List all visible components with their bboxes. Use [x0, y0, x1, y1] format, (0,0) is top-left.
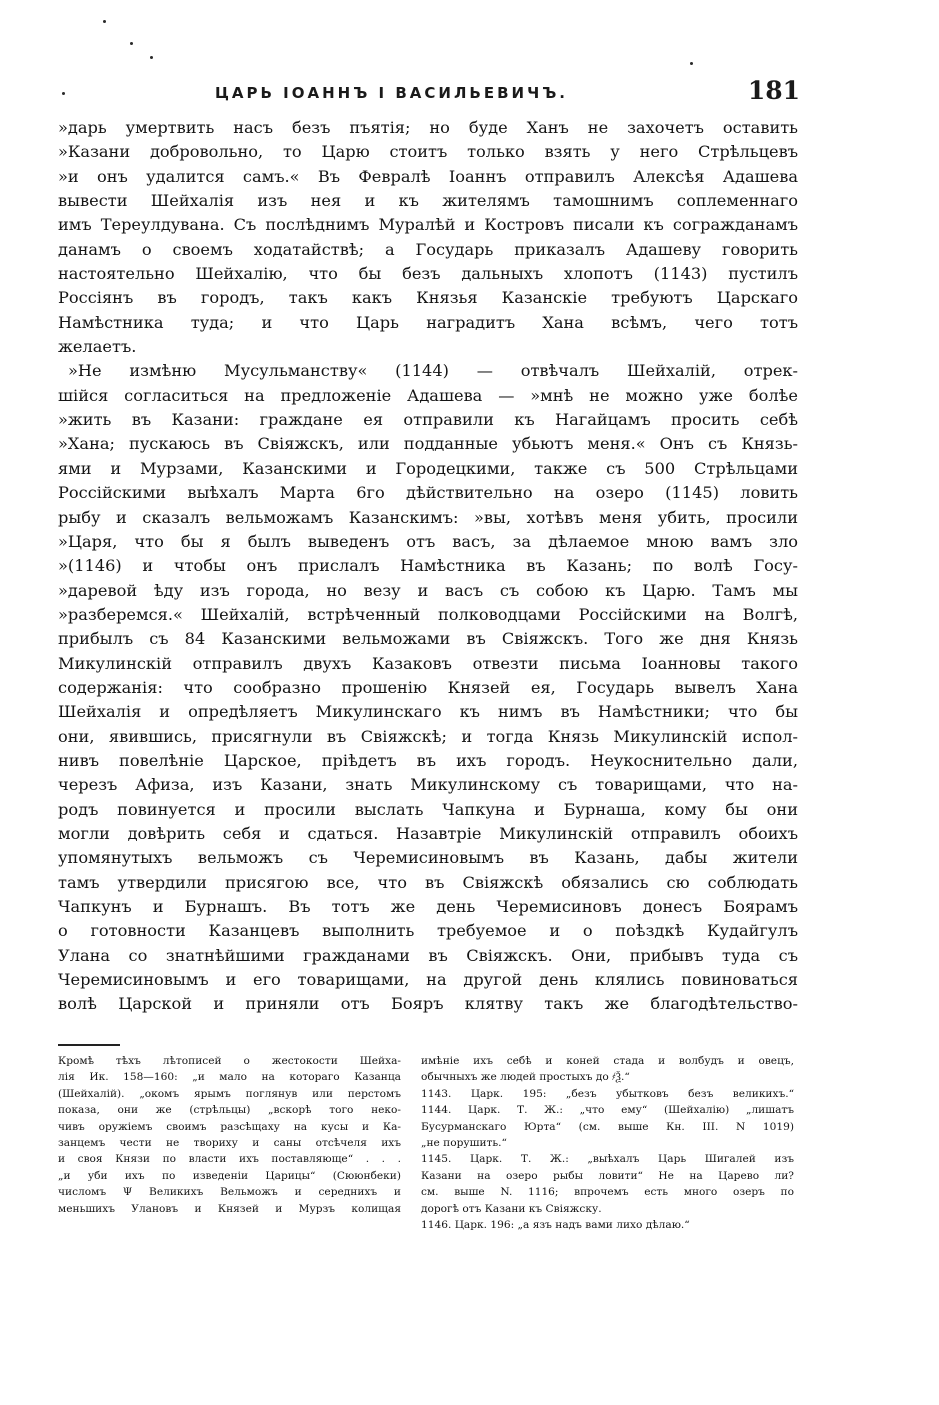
page-number: 181 [747, 76, 800, 105]
print-speck [150, 56, 153, 59]
text-line: прибылъ съ 84 Казанскими вельможами въ Свіяжскъ. Того же дня Князь [58, 629, 798, 649]
footnote-line: „и уби ихъ по изведеніи Царицы“ (Сююнбеки) [58, 1169, 401, 1182]
footnote-line: „не порушить.“ [421, 1136, 507, 1149]
footnote-line: занцемъ чести не твориху и саны отсѣчеля ихъ [58, 1136, 401, 1149]
text-line: настоятельно Шейхалію, что бы безъ дальныхъ хлопотъ (1143) пустилъ [58, 264, 798, 284]
text-line: нивъ повелѣніе Царское, пріѣдетъ въ ихъ городъ. Неукоснительно дали, [58, 750, 798, 770]
footnote-line: Казани на озеро рыбы ловити“ Не на Царево ли? [421, 1169, 794, 1182]
text-line: »и онъ удалится самъ.« Въ Февралѣ Іоаннъ отправилъ Алексѣя Адашева [58, 166, 798, 186]
print-speck [690, 62, 693, 65]
text-line: »жить въ Казани: граждане ея отправили къ Нагайцамъ просить себѣ [58, 410, 798, 430]
text-line: рыбу и сказалъ вельможамъ Казанскимъ: »вы, хотѣвъ меня убить, просили [58, 507, 798, 527]
footnote-line: 1144. Царк. Т. Ж.: „что ему“ (Шейхалію) „лишатъ [421, 1104, 794, 1117]
page-header [60, 72, 800, 116]
text-line: родъ повинуется и просили выслать Чапкуна и Бурнаша, кому бы они [58, 799, 798, 819]
text-line: »Царя, что бы я былъ выведенъ отъ васъ, за дѣлаемое мною вамъ зло [58, 531, 798, 551]
text-line: черезъ Афиза, изъ Казани, знать Микулинскому съ товарищами, что на- [58, 775, 798, 795]
text-line: вывести Шейхалія изъ нея и къ жителямъ тамошнимъ соплеменнаго [58, 191, 798, 211]
text-line: упомянутыхъ вельможъ съ Черемисиновымъ въ Казань, дабы жители [58, 848, 798, 868]
text-line: имъ Тереулдувана. Съ послѣднимъ Муралѣй и Костровъ писали къ согражданамъ [58, 215, 798, 235]
text-line: желаетъ. [58, 337, 137, 357]
footnote-line: имѣніе ихъ себѣ и коней стада и волбудъ и овецъ, [421, 1055, 794, 1067]
text-line: Намѣстника туда; и что Царь наградитъ Хана всѣмъ, чего тотъ [58, 312, 798, 332]
footnote-line: 1145. Царк. Т. Ж.: „выѣхалъ Царь Шигалей изъ [421, 1153, 794, 1166]
footnote-line: см. выше N. 1116; впрочемъ есть много озеръ по [421, 1186, 794, 1199]
footnote-line: чивъ оружіемъ своимъ разсѣщаху на кусы и Ка- [58, 1120, 401, 1133]
text-line: »Не измѣню Мусульманству« (1144) — отвѣчалъ Шейхалій, отрек- [68, 361, 798, 381]
footnote-line: лія Ик. 158—160: „и мало на котораго Казанца [58, 1071, 401, 1084]
text-line: они, явившись, присягнули въ Свіяжскѣ; и тогда Князь Микулинскій испол- [58, 726, 798, 746]
footnotes-right-column [421, 1053, 794, 1233]
text-line: содержанія: что сообразно прошенію Князей ея, Государь вывелъ Хана [58, 677, 798, 697]
text-line: »дарь умертвить насъ безъ пъятія; но буде Ханъ не захочетъ оставить [58, 118, 798, 137]
print-speck [103, 20, 106, 23]
footnote-line: 1146. Царк. 196: „а язъ надъ вами лихо дѣлаю.“ [421, 1218, 690, 1231]
footnote-line: числомъ Ψ Великихъ Вельможъ и середнихъ и [58, 1186, 401, 1199]
main-text [58, 116, 798, 1017]
footnote-divider [58, 1044, 120, 1046]
text-line: Чапкунъ и Бурнашъ. Въ тотъ же день Черемисиновъ донесъ Боярамъ [58, 897, 798, 916]
text-line: могли довѣрить себя и сдаться. Назавтріе Микулинскій отправилъ обоихъ [58, 823, 798, 843]
footnote-line: 1143. Царк. 195: „безъ убытковъ безъ великихъ.“ [421, 1087, 794, 1100]
text-line: Россіянъ въ городъ, такъ какъ Князья Казанскіе требуютъ Царскаго [58, 288, 798, 308]
footnote-line: (Шейхалій). „окомъ ярымъ поглянув или перстомъ [58, 1087, 401, 1100]
footnote-line: показа, они же (стрѣльцы) „вскорѣ того неко- [58, 1104, 401, 1117]
text-line: »Хана; пускаюсь въ Свіяжскъ, или подданные убьютъ меня.« Онъ съ Князь- [58, 434, 798, 454]
footnote-line: дорогѣ отъ Казани къ Свіяжску. [421, 1202, 602, 1215]
footnote-line: обычныхъ же людей простыхъ до ҂Ѯ.“ [421, 1071, 630, 1084]
text-line: Улана со знатнѣйшими гражданами въ Свіяжскъ. Они, прибывъ туда съ [58, 945, 798, 965]
text-line: тамъ утвердили присягою все, что въ Свіяжскѣ обязались сю соблюдать [58, 872, 798, 892]
text-line: Черемисиновымъ и его товарищами, на другой день клялись повиноваться [58, 970, 798, 990]
text-line: Микулинскій отправилъ двухъ Казаковъ отвезти письма Іоанновы такого [58, 653, 798, 673]
footnote-line: и своя Князи по власти ихъ поставляюще“ . . . [58, 1153, 401, 1166]
footnote-line: меньшихъ Улановъ и Князей и Мурзъ колищая [58, 1202, 401, 1215]
text-line: »(1146) и чтобы онъ прислалъ Намѣстника въ Казань; по волѣ Госу- [58, 556, 798, 576]
text-line: Россійскими выѣхалъ Марта 6го дѣйствительно на озеро (1145) ловить [58, 483, 798, 503]
text-line: о готовности Казанцевъ выполнить требуемое и о поѣздкѣ Кудайгулъ [58, 921, 798, 941]
running-head: ЦАРЬ ІОАННЪ І ВАСИЛЬЕВИЧЪ. [215, 84, 568, 102]
text-line: шійся согласиться на предложеніе Адашева — »мнѣ не можно уже болѣе [58, 385, 798, 405]
text-line: волѣ Царской и приняли отъ Бояръ клятву такъ же благодѣтельство- [58, 994, 798, 1014]
text-line: »Казани добровольно, то Царю стоитъ только взять у него Стрѣльцевъ [58, 142, 798, 162]
print-speck [130, 42, 133, 45]
footnote-line: Кромѣ тѣхъ лѣтописей о жестокости Шейха- [58, 1055, 401, 1067]
text-line: ями и Мурзами, Казанскими и Городецкими, также съ 500 Стрѣльцами [58, 458, 798, 478]
footnotes-left-column [58, 1053, 401, 1217]
text-line: »даревой ѣду изъ города, но везу и васъ съ собою къ Царю. Тамъ мы [58, 580, 798, 600]
text-line: данамъ о своемъ ходатайствѣ; а Государь приказалъ Адашеву говорить [58, 239, 798, 259]
text-line: Шейхалія и опредѣляетъ Микулинскаго къ нимъ въ Намѣстники; что бы [58, 702, 798, 722]
text-line: »разберемся.« Шейхалій, встрѣченный полководцами Россійскими на Волгѣ, [58, 604, 798, 624]
footnote-line: Бусурманскаго Юрта“ (см. выше Кн. III. N 1019) [421, 1120, 794, 1133]
